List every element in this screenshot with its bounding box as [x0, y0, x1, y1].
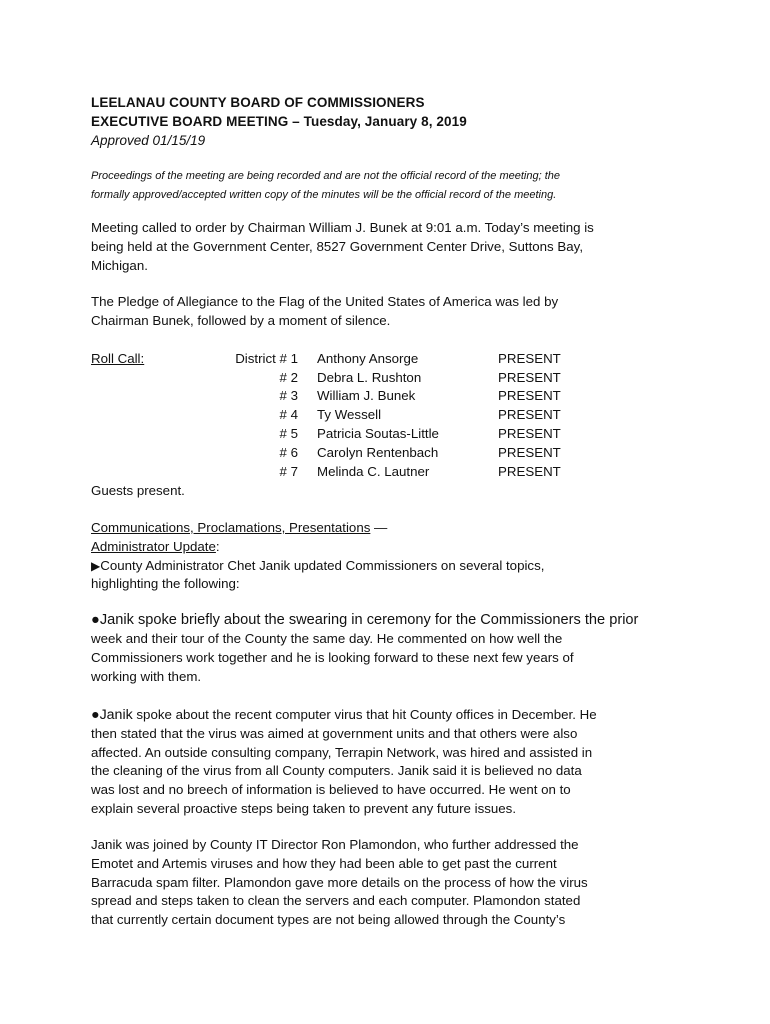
paragraph-line: spread and steps taken to clean the servers and each computer. Plamondon stated: [91, 893, 581, 909]
disclaimer: [91, 167, 651, 205]
paragraph-line: The Pledge of Allegiance to the Flag of the United States of America was led by: [91, 294, 559, 309]
paragraph-line: highlighting the following:: [91, 576, 240, 592]
commissioner-name: Melinda C. Lautner: [317, 464, 430, 479]
administrator-heading-line: [91, 538, 681, 557]
paragraph-line: Emotet and Artemis viruses and how they had been able to get past the current: [91, 855, 557, 871]
intro-text: County Administrator Chet Janik updated Commissioners on several topics,: [100, 557, 545, 573]
call-to-order-paragraph: [91, 219, 681, 275]
district-number: # 5: [279, 426, 298, 441]
bullet-lead: ●Janik: [91, 707, 133, 723]
district-number: # 6: [279, 445, 298, 460]
paragraph-line: was lost and no breech of information is believed to have occurred. He went on to: [91, 782, 571, 798]
district-number: # 3: [279, 388, 298, 403]
communications-heading: Communications, Proclamations, Presentations: [91, 520, 371, 535]
paragraph-line: explain several proactive steps being taken to prevent any future issues.: [91, 800, 517, 816]
bullet-computer-virus: [91, 706, 681, 819]
attendance-status: PRESENT: [498, 351, 561, 366]
paragraph-line: Meeting called to order by Chairman William J. Bunek at 9:01 a.m. Today’s meeting is: [91, 220, 594, 235]
attendance-status: PRESENT: [498, 370, 561, 385]
approved-date: Approved 01/15/19: [91, 133, 206, 148]
paragraph-line: Janik was joined by County IT Director Ron Plamondon, who further addressed the: [91, 837, 579, 852]
paragraph-line: then stated that the virus was aimed at government units and that others were also: [91, 725, 578, 741]
paragraph-line: being held at the Government Center, 8527 Government Center Drive, Suttons Bay,: [91, 238, 584, 254]
paragraph-line: working with them.: [91, 668, 202, 684]
administrator-intro-line: [91, 557, 681, 576]
communications-heading-line: [91, 519, 681, 538]
bullet-swearing-in: [91, 610, 681, 686]
attendance-status: PRESENT: [498, 464, 561, 479]
title-line-1: LEELANAU COUNTY BOARD OF COMMISSIONERS: [91, 95, 425, 110]
colon: :: [215, 538, 220, 554]
commissioner-name: Ty Wessell: [317, 407, 382, 422]
title-line-2: EXECUTIVE BOARD MEETING – Tuesday, January 8, 2019: [91, 114, 467, 129]
paragraph-line: Michigan.: [91, 257, 148, 273]
district-number: # 2: [279, 370, 298, 385]
bullet-text: spoke about the recent computer virus that hit County offices in December. He: [132, 707, 597, 722]
commissioner-name: Debra L. Rushton: [317, 370, 422, 385]
em-dash: —: [370, 520, 388, 535]
attendance-status: PRESENT: [498, 388, 561, 403]
guests-present: Guests present.: [91, 483, 185, 498]
district-number: # 7: [279, 464, 298, 479]
communications-section: [91, 519, 681, 594]
paragraph-line: Commissioners work together and he is looking forward to these next few years of: [91, 649, 574, 665]
disclaimer-line-2: formally approved/accepted written copy of the minutes will be the official record of the meeting.: [91, 189, 557, 201]
paragraph-line: Chairman Bunek, followed by a moment of silence.: [91, 312, 391, 328]
attendance-status: PRESENT: [498, 407, 561, 422]
commissioner-name: Patricia Soutas-Little: [317, 426, 439, 441]
attendance-status: PRESENT: [498, 445, 561, 460]
administrator-update-heading: Administrator Update: [91, 538, 216, 554]
commissioner-name: William J. Bunek: [317, 388, 416, 403]
arrow-icon: ▶: [91, 558, 101, 573]
pledge-paragraph: [91, 293, 681, 331]
commissioner-name: Anthony Ansorge: [317, 351, 419, 366]
disclaimer-line-1: Proceedings of the meeting are being recorded and are not the official record of the meeting; the: [91, 170, 561, 182]
district-number: # 4: [279, 407, 298, 422]
attendance-status: PRESENT: [498, 426, 561, 441]
paragraph-line: week and their tour of the County the same day. He commented on how well the: [91, 631, 563, 646]
commissioner-name: Carolyn Rentenbach: [317, 445, 439, 460]
paragraph-line: the cleaning of the virus from all County computers. Janik said it is believed no data: [91, 763, 582, 779]
roll-call-label: Roll Call:: [91, 351, 145, 366]
document-title: [91, 93, 681, 131]
paragraph-line: that currently certain document types are not being allowed through the County’s: [91, 912, 566, 928]
bullet-lead-line: [91, 706, 681, 725]
district-number: District # 1: [235, 351, 298, 366]
paragraph-line: Barracuda spam filter. Plamondon gave more details on the process of how the virus: [91, 874, 588, 890]
it-director-paragraph: [91, 836, 681, 930]
paragraph-line: affected. An outside consulting company, Terrapin Network, was hired and assisted in: [91, 744, 593, 760]
bullet-lead-line: ●Janik spoke briefly about the swearing in ceremony for the Commissioners the prior: [91, 612, 639, 628]
